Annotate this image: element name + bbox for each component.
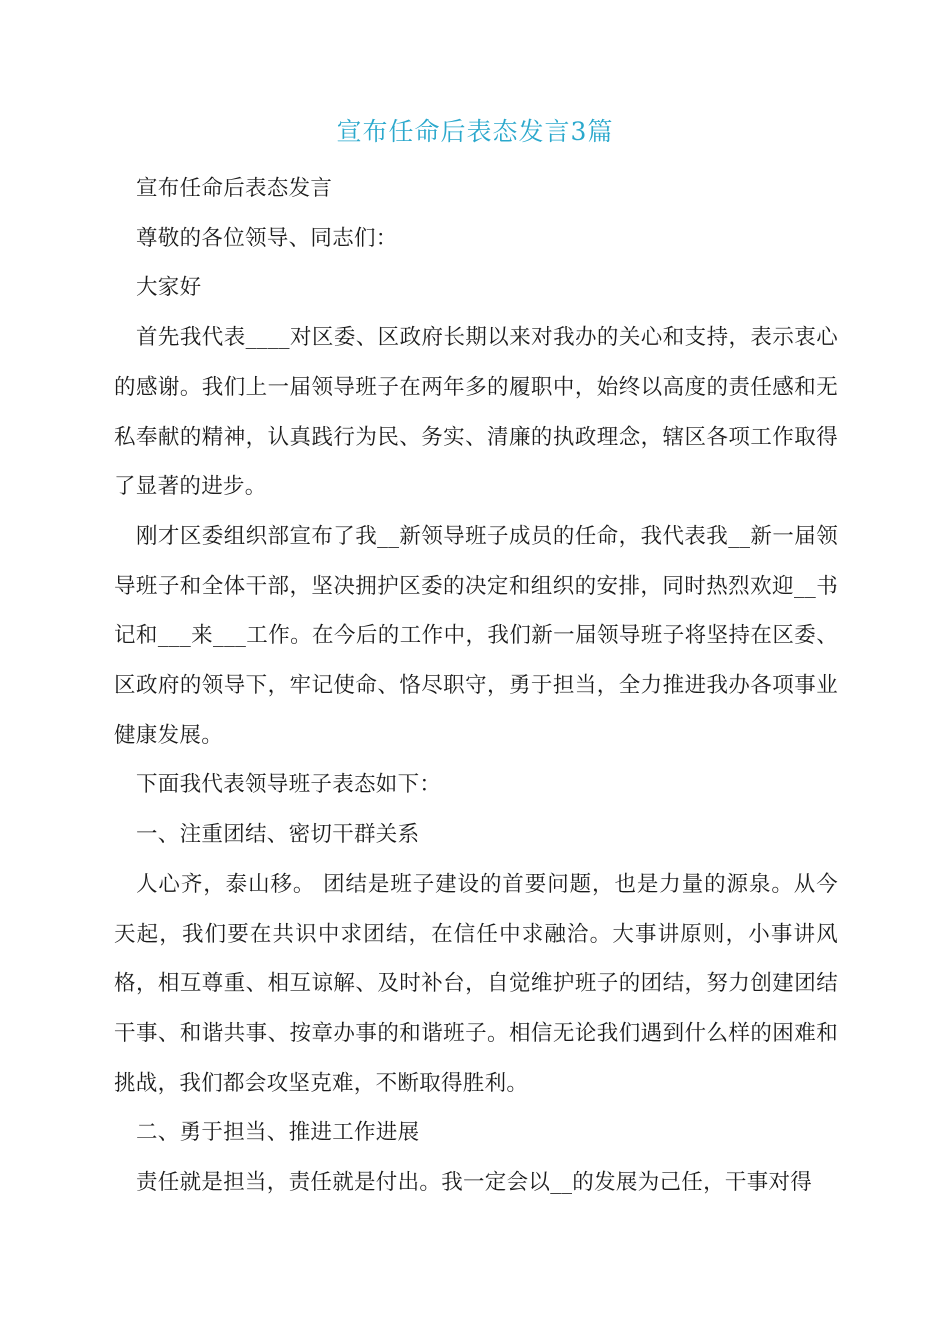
subtitle-paragraph: 宣布任命后表态发言 bbox=[136, 176, 333, 201]
body-paragraph: 责任就是担当，责任就是付出。我一定会以__的发展为己任，干事对得 bbox=[136, 1170, 813, 1196]
body-paragraph: 下面我代表领导班子表态如下： bbox=[136, 772, 442, 798]
section-heading: 一、注重团结、密切干群关系 bbox=[136, 822, 420, 848]
document-body bbox=[114, 164, 838, 1208]
greeting-paragraph: 大家好 bbox=[136, 275, 202, 301]
body-paragraph: 首先我代表____对区委、区政府长期以来对我办的关心和支持，表示衷心的感谢。我们上一届领导班子在两年多的履职中，始终以高度的责任感和无私奉献的精神，认真践行为民、务实、清廉的执政理念，辖区各项工作取得了显著的进步。 bbox=[114, 325, 838, 500]
salutation-paragraph: 尊敬的各位领导、同志们： bbox=[136, 225, 398, 251]
section-heading: 二、勇于担当、推进工作进展 bbox=[136, 1120, 420, 1146]
body-paragraph: 人心齐，泰山移。 团结是班子建设的首要问题，也是力量的源泉。从今天起，我们要在共识中求团结，在信任中求融洽。大事讲原则，小事讲风格，相互尊重、相互谅解、及时补台，自觉维护班子的团结，努力创建团结干事、和谐共事、按章办事的和谐班子。相信无论我们遇到什么样的困难和挑战，我们都会攻坚克难，不断取得胜利。 bbox=[114, 871, 838, 1096]
document-title: 宣布任命后表态发言3篇 bbox=[336, 117, 614, 146]
body-paragraph: 刚才区委组织部宣布了我__新领导班子成员的任命，我代表我__新一届领导班子和全体干部，坚决拥护区委的决定和组织的安排，同时热烈欢迎__书记和___来___工作。在今后的工作中，我们新一届领导班子将坚持在区委、区政府的领导下，牢记使命、恪尽职守，勇于担当，全力推进我办各项事业健康发展。 bbox=[114, 523, 838, 748]
